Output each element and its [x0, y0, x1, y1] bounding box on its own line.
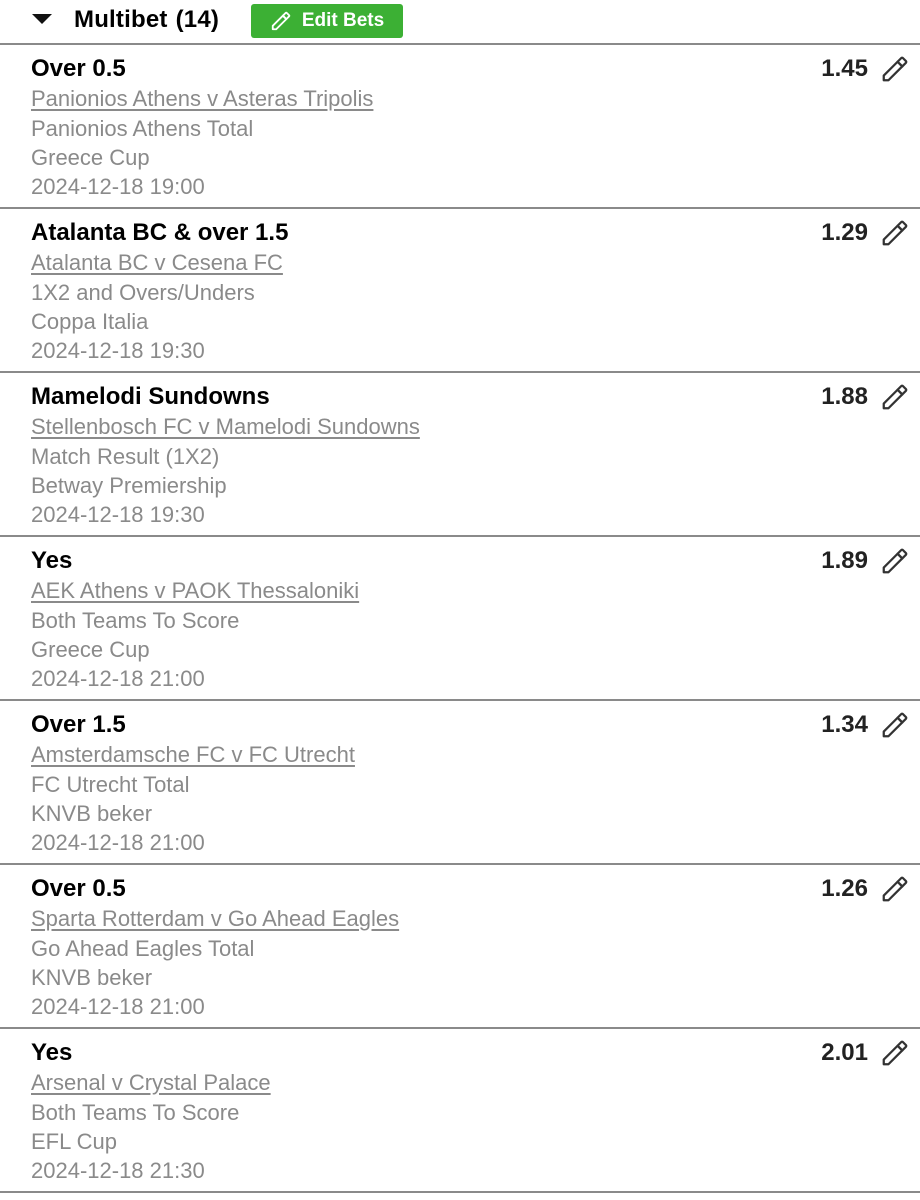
bet-datetime: 2024-12-18 19:00 — [31, 174, 205, 199]
bet-match-link[interactable]: Sparta Rotterdam v Go Ahead Eagles — [31, 906, 400, 931]
bet-odds: 1.34 — [821, 711, 868, 738]
bet-odds: 1.45 — [821, 55, 868, 82]
pencil-icon — [270, 10, 292, 32]
bet-datetime: 2024-12-18 21:00 — [31, 994, 205, 1019]
bet-match-link[interactable]: Atalanta BC v Cesena FC — [31, 250, 283, 275]
bet-selection: Yes — [31, 1039, 73, 1066]
bet-item — [0, 537, 920, 701]
pencil-icon[interactable] — [880, 218, 910, 248]
bet-odds: 1.26 — [821, 875, 868, 902]
bet-match-link[interactable]: Stellenbosch FC v Mamelodi Sundowns — [31, 414, 420, 439]
bet-competition: Greece Cup — [31, 637, 150, 662]
bet-item — [0, 45, 920, 209]
bet-datetime: 2024-12-18 21:00 — [31, 830, 205, 855]
bet-item — [0, 701, 920, 865]
bet-market: Both Teams To Score — [31, 1100, 240, 1125]
bet-list — [0, 45, 920, 1193]
bet-selection: Yes — [31, 547, 73, 574]
bet-datetime: 2024-12-18 21:30 — [31, 1158, 205, 1183]
bet-competition: KNVB beker — [31, 801, 153, 826]
bet-datetime: 2024-12-18 19:30 — [31, 502, 205, 527]
bet-market: Both Teams To Score — [31, 608, 240, 633]
bet-match-link[interactable]: Panionios Athens v Asteras Tripolis — [31, 86, 374, 111]
bet-odds: 2.01 — [821, 1039, 868, 1066]
bet-competition: KNVB beker — [31, 965, 153, 990]
bet-item — [0, 209, 920, 373]
bet-market: FC Utrecht Total — [31, 772, 190, 797]
bet-competition: Coppa Italia — [31, 309, 149, 334]
bet-datetime: 2024-12-18 19:30 — [31, 338, 205, 363]
bet-odds: 1.29 — [821, 219, 868, 246]
multibet-header — [0, 0, 920, 45]
bet-market: Go Ahead Eagles Total — [31, 936, 255, 961]
pencil-icon[interactable] — [880, 1038, 910, 1068]
edit-bets-label: Edit Bets — [301, 10, 385, 31]
bet-item — [0, 1029, 920, 1193]
pencil-icon[interactable] — [880, 382, 910, 412]
bet-odds: 1.88 — [821, 383, 868, 410]
bet-selection: Over 1.5 — [31, 711, 126, 738]
pencil-icon[interactable] — [880, 710, 910, 740]
bet-odds: 1.89 — [821, 547, 868, 574]
multibet-title-text: Multibet — [74, 6, 168, 33]
bet-count: (14) — [175, 6, 220, 33]
bet-competition: EFL Cup — [31, 1129, 118, 1154]
bet-match-link[interactable]: Arsenal v Crystal Palace — [31, 1070, 271, 1095]
pencil-icon[interactable] — [880, 54, 910, 84]
bet-item — [0, 865, 920, 1029]
bet-market: Panionios Athens Total — [31, 116, 254, 141]
bet-selection: Over 0.5 — [31, 875, 126, 902]
bet-selection: Atalanta BC & over 1.5 — [31, 219, 289, 246]
bet-datetime: 2024-12-18 21:00 — [31, 666, 205, 691]
bet-match-link[interactable]: AEK Athens v PAOK Thessaloniki — [31, 578, 360, 603]
bet-competition: Betway Premiership — [31, 473, 227, 498]
bet-selection: Over 0.5 — [31, 55, 126, 82]
bet-item — [0, 373, 920, 537]
pencil-icon[interactable] — [880, 546, 910, 576]
pencil-icon[interactable] — [880, 874, 910, 904]
multibet-title — [74, 6, 219, 34]
edit-bets-button[interactable] — [251, 4, 403, 38]
caret-down-icon[interactable] — [32, 14, 52, 24]
bet-market: 1X2 and Overs/Unders — [31, 280, 255, 305]
bet-competition: Greece Cup — [31, 145, 150, 170]
bet-match-link[interactable]: Amsterdamsche FC v FC Utrecht — [31, 742, 355, 767]
bet-selection: Mamelodi Sundowns — [31, 383, 270, 410]
bet-market: Match Result (1X2) — [31, 444, 220, 469]
